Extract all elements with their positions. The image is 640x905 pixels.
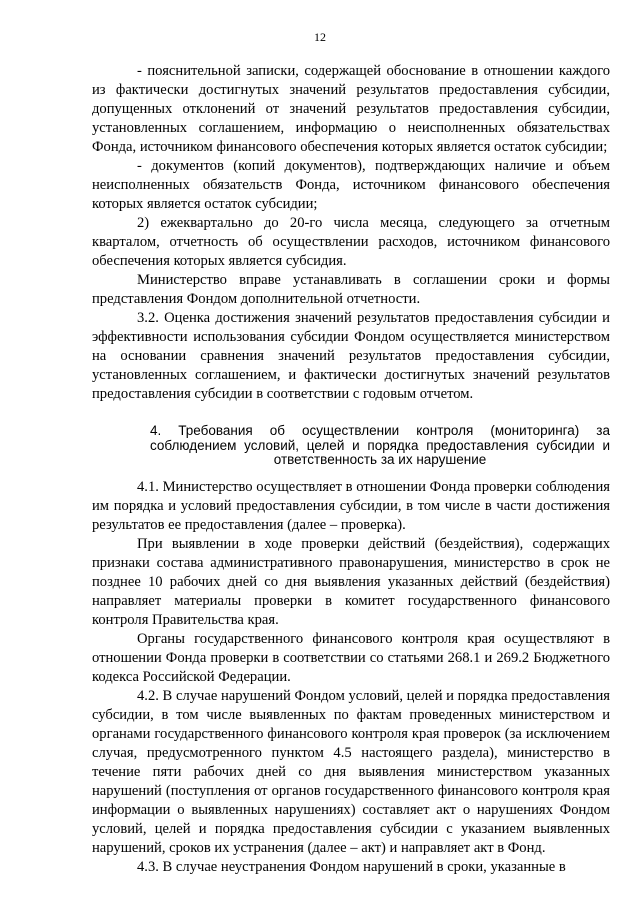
page-number: 12: [314, 30, 326, 44]
section-4-heading: 4. Требования об осуществлении контроля (мониторинга) за соблюдением условий, целей и порядка предоставления субсидии и ответственность за их нарушение: [150, 423, 610, 467]
paragraph-violations-detected: При выявлении в ходе проверки действий (бездействия), содержащих признаки состава административного правонарушения, министерство в срок не позднее 10 рабочих дней со дня выявления указанных действий (бездействия) направляет материалы проверки в комитет государственного финансового контроля Правительства края.: [92, 535, 610, 628]
paragraph-additional-reporting: Министерство вправе устанавливать в соглашении сроки и формы представления Фондом дополнительной отчетности.: [92, 272, 610, 307]
paragraph-3-2-evaluation: 3.2. Оценка достижения значений результатов предоставления субсидии и эффективности использования субсидии Фондом осуществляется министерством на основании сравнения значений результатов предоставления субсидии, установленных соглашением, и фактически достигнутых значений результатов предоставления субсидии в соответствии с годовым отчетом.: [92, 310, 610, 402]
paragraph-quarterly-report: 2) ежеквартально до 20-го числа месяца, следующего за отчетным кварталом, отчетность об осуществлении расходов, источником финансового обеспечения которых является субсидия.: [92, 215, 610, 269]
paragraph-4-2: 4.2. В случае нарушений Фондом условий, целей и порядка предоставления субсидии, в том числе выявленных по фактам проведенных министерством и органами государственного финансового контроля края проверок (за исключением случая, предусмотренного пунктом 4.5 настоящего раздела), министерство в течение пяти рабочих дней со дня выявления министерством указанных нарушений (поступления от органов государственного финансового контроля края информации о выявленных нарушениях) составляет акт о нарушениях Фондом условий, целей и порядка предоставления субсидии с указанием выявленных нарушений, сроков их устранения (далее – акт) и направляет акт в Фонд.: [92, 687, 610, 856]
document-body: [92, 62, 610, 877]
paragraph-4-3: 4.3. В случае неустранения Фондом нарушений в сроки, указанные в: [137, 858, 566, 875]
paragraph-documents-copies: - документов (копий документов), подтверждающих наличие и объем неисполненных обязательств Фонда, источником финансового обеспечения которых является остаток субсидии;: [92, 158, 610, 212]
paragraph-state-financial-control: Органы государственного финансового контроля края осуществляют в отношении Фонда проверки в соответствии со статьями 268.1 и 269.2 Бюджетного кодекса Российской Федерации.: [92, 630, 610, 685]
paragraph-explanatory-note: - пояснительной записки, содержащей обоснование в отношении каждого из фактически достигнутых значений результатов предоставления субсидии, допущенных отклонений от значений результатов предоставления субсидии, установленных соглашением, информацию о неисполненных обязательствах Фонда, источником финансового обеспечения которых является остаток субсидии;: [92, 63, 610, 155]
paragraph-4-1: 4.1. Министерство осуществляет в отношении Фонда проверки соблюдения им порядка и условий предоставления субсидии, в том числе в части достижения результатов ее предоставления (далее – проверка).: [92, 478, 610, 533]
